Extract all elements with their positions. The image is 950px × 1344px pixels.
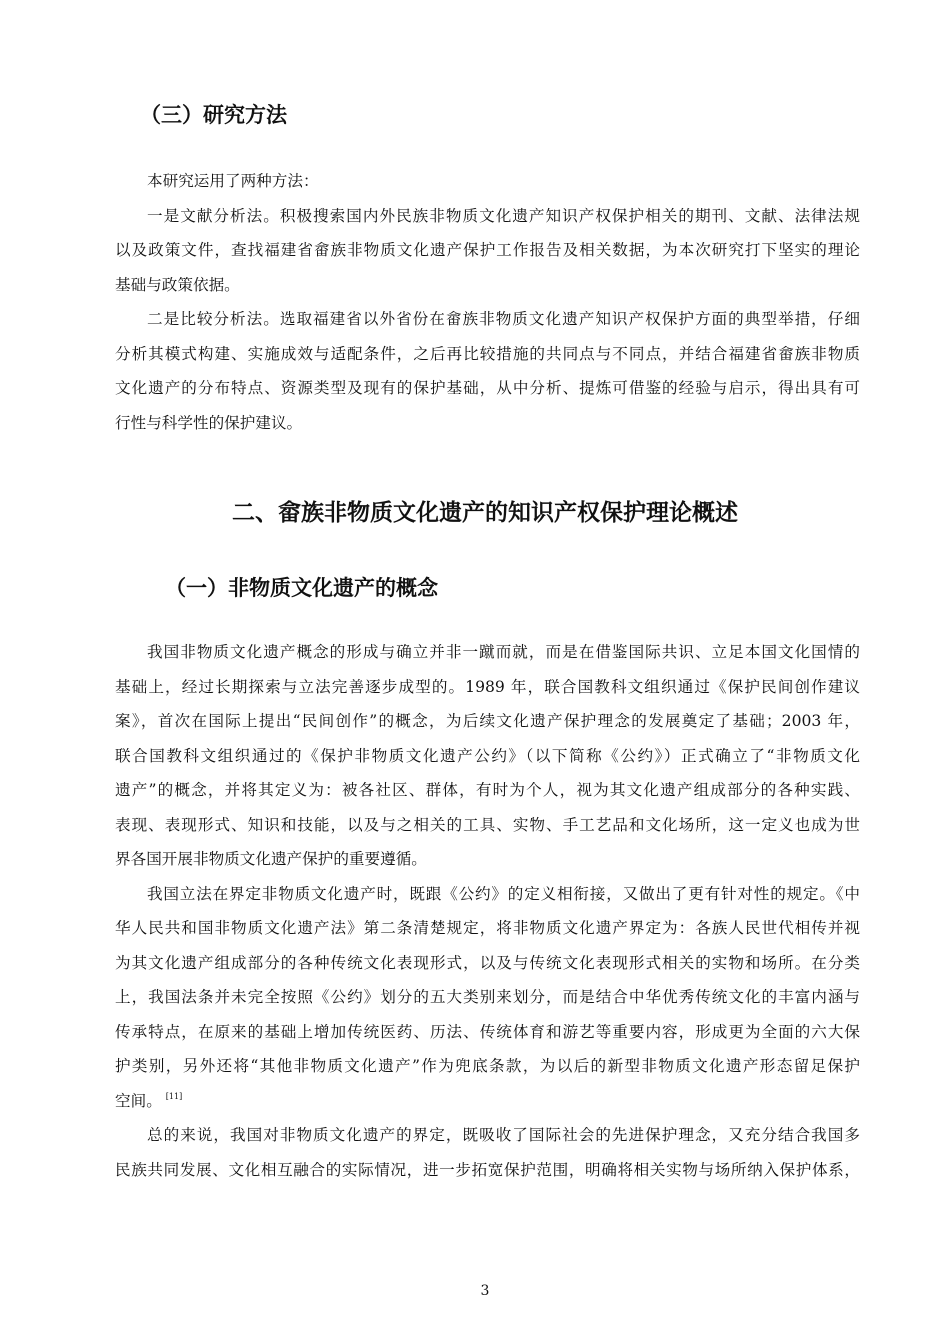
- paragraph-line: 联合国教科文组织通过的《保护非物质文化遗产公约》（以下简称《公约》）正式确立了“非物质文化: [115, 746, 860, 765]
- citation-marker: [11]: [165, 1092, 183, 1102]
- paragraph-line: 传承特点，在原来的基础上增加传统医药、历法、传统体育和游艺等重要内容，形成更为全面的六大保: [115, 1022, 860, 1041]
- paragraph-line: 我国立法在界定非物质文化遗产时，既跟《公约》的定义相衔接，又做出了更有针对性的规定。《中: [147, 884, 860, 903]
- paragraph-line: 民族共同发展、文化相互融合的实际情况，进一步拓宽保护范围，明确将相关实物与场所纳入保护体系，: [115, 1160, 860, 1179]
- section-heading-concept: （一）非物质文化遗产的概念: [165, 576, 438, 600]
- paragraph-line: 护类别，另外还将“其他非物质文化遗产”作为兜底条款，为以后的新型非物质文化遗产形态留足保护: [115, 1057, 860, 1075]
- paragraph-line: 一是文献分析法。积极搜索国内外民族非物质文化遗产知识产权保护相关的期刊、文献、法律法规: [147, 206, 860, 225]
- paragraph-line: 本研究运用了两种方法：: [147, 172, 319, 190]
- page-number: 3: [480, 1283, 490, 1299]
- paragraph-line: 文化遗产的分布特点、资源类型及现有的保护基础，从中分析、提炼可借鉴的经验与启示，得出具有可: [115, 379, 860, 397]
- paragraph-line: 华人民共和国非物质文化遗产法》第二条清楚规定，将非物质文化遗产界定为：各族人民世代相传并视: [115, 919, 860, 937]
- research-methods-body: [115, 164, 860, 440]
- paragraph-line: 我国非物质文化遗产概念的形成与确立并非一蹴而就，而是在借鉴国际共识、立足本国文化国情的: [147, 643, 860, 661]
- paragraph-line: 界各国开展非物质文化遗产保护的重要遵循。: [115, 850, 427, 868]
- paragraph-line: 分析其模式构建、实施成效与适配条件，之后再比较措施的共同点与不同点，并结合福建省畲族非物质: [115, 344, 860, 363]
- paragraph-line: 行性与科学性的保护建议。: [115, 413, 303, 432]
- section-heading-research-methods: （三）研究方法: [140, 103, 287, 127]
- paragraph-line: 基础与政策依据。: [115, 275, 240, 294]
- chapter-heading: 二、畲族非物质文化遗产的知识产权保护理论概述: [232, 500, 738, 526]
- paragraph-line: 遗产”的概念，并将其定义为：被各社区、群体，有时为个人，视为其文化遗产组成部分的各种实践、: [115, 781, 860, 799]
- paragraph-line: 基础上，经过长期探索与立法完善逐步成型的。1989 年，联合国教科文组织通过《保护民间创作建议: [115, 677, 860, 696]
- paragraph-line: 表现、表现形式、知识和技能，以及与之相关的工具、实物、手工艺品和文化场所，这一定义也成为世: [115, 815, 860, 834]
- paragraph-line: 二是比较分析法。选取福建省以外省份在畲族非物质文化遗产知识产权保护方面的典型举措，仔细: [147, 310, 860, 328]
- paragraph-line: 为其文化遗产组成部分的各种传统文化表现形式，以及与传统文化表现形式相关的实物和场所。在分类: [115, 953, 860, 972]
- paragraph-line: 上，我国法条并未完全按照《公约》划分的五大类别来划分，而是结合中华优秀传统文化的丰富内涵与: [115, 988, 860, 1006]
- paragraph-line-last: [115, 1084, 860, 1119]
- paragraph-line: 以及政策文件，查找福建省畲族非物质文化遗产保护工作报告及相关数据，为本次研究打下坚实的理论: [115, 241, 860, 259]
- concept-body: [115, 635, 860, 1187]
- paragraph-line: 总的来说，我国对非物质文化遗产的界定，既吸收了国际社会的先进保护理念，又充分结合我国多: [147, 1126, 860, 1144]
- paragraph-text: 空间。: [115, 1091, 162, 1110]
- paragraph-line: 案》，首次在国际上提出“民间创作”的概念，为后续文化遗产保护理念的发展奠定了基础；2003 年，: [115, 712, 860, 730]
